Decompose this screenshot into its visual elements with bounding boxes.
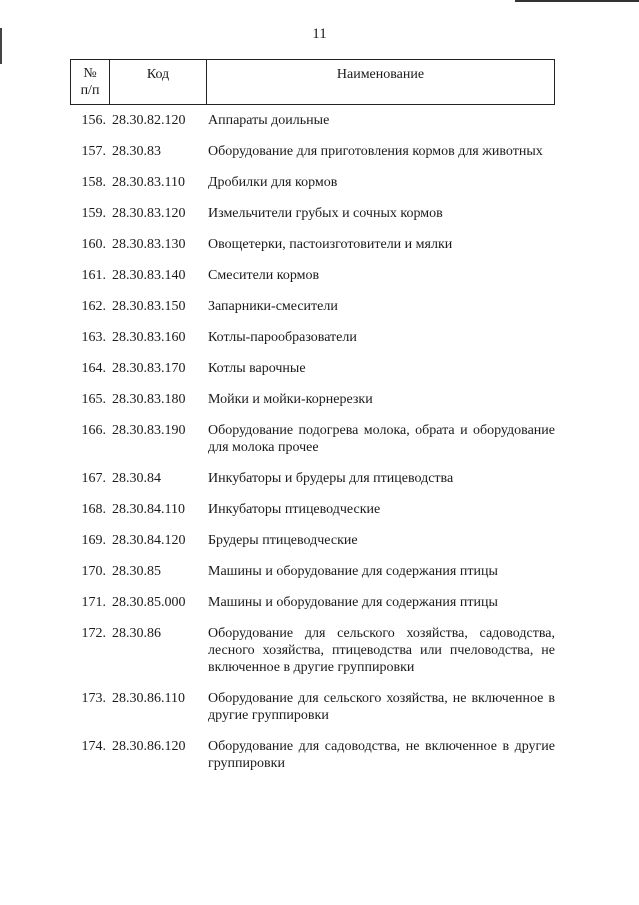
row-name: Машины и оборудование для содержания птицы [208,564,498,579]
row-name: Котлы варочные [208,361,306,376]
row-code: 28.30.85.000 [112,595,186,610]
scan-edge-mark-top [515,0,639,2]
row-name: Инкубаторы птицеводческие [208,502,381,517]
table-row [70,391,555,408]
table-row [70,422,555,456]
table-row [70,563,555,580]
row-code: 28.30.86.110 [112,691,185,706]
row-number: 170. [81,564,106,579]
row-name: Оборудование для сельского хозяйства, садоводства, лесного хозяйства, птицеводства или пчеловодства, не включенное в другие группировки [208,626,555,675]
row-code: 28.30.86 [112,626,161,641]
page-number: 11 [312,26,327,42]
row-number: 171. [81,595,106,610]
table-row [70,329,555,346]
row-number: 163. [81,330,106,345]
table-row [70,470,555,487]
table-row [70,298,555,315]
row-number: 158. [81,175,106,190]
row-number: 160. [81,237,106,252]
row-number: 161. [81,268,106,283]
row-number: 172. [81,626,106,641]
row-code: 28.30.84.120 [112,533,186,548]
table-row [70,205,555,222]
row-code: 28.30.85 [112,564,161,579]
row-name: Запарники-смесители [208,299,338,314]
table-row [70,625,555,676]
table-row [70,690,555,724]
row-number: 157. [81,144,106,159]
row-name: Аппараты доильные [208,113,330,128]
row-number: 166. [81,423,106,438]
row-number: 165. [81,392,106,407]
header-number-abbrev: п/п [80,83,100,98]
row-name: Измельчители грубых и сочных кормов [208,206,443,221]
row-number: 168. [81,502,106,517]
row-code: 28.30.86.120 [112,739,186,754]
table-row [70,594,555,611]
row-name: Мойки и мойки-корнерезки [208,392,373,407]
row-code: 28.30.84 [112,471,161,486]
row-name: Котлы-парообразователи [208,330,357,345]
row-code: 28.30.83.140 [112,268,186,283]
row-name: Брудеры птицеводческие [208,533,358,548]
row-code: 28.30.83.160 [112,330,186,345]
row-code: 28.30.83 [112,144,161,159]
row-number: 159. [81,206,106,221]
row-number: 162. [81,299,106,314]
row-code: 28.30.83.190 [112,423,186,438]
header-name-column [207,60,554,104]
row-name: Оборудование для сельского хозяйства, не включенное в другие группировки [208,691,555,723]
table-row [70,267,555,284]
header-code-label: Код [146,67,170,82]
row-number: 167. [81,471,106,486]
row-number: 173. [81,691,106,706]
header-name-label: Наименование [336,67,425,82]
row-number: 174. [81,739,106,754]
table-row [70,738,555,772]
row-name: Инкубаторы и брудеры для птицеводства [208,471,454,486]
table-row [70,532,555,549]
header-code-column [110,60,207,104]
table-row [70,174,555,191]
row-name: Машины и оборудование для содержания птицы [208,595,498,610]
row-code: 28.30.83.120 [112,206,186,221]
row-number: 164. [81,361,106,376]
table-row [70,360,555,377]
row-name: Оборудование для приготовления кормов для животных [208,144,543,159]
row-code: 28.30.83.130 [112,237,186,252]
header-number-symbol: № [83,66,97,81]
row-code: 28.30.83.180 [112,392,186,407]
header-number-column [71,60,110,104]
table-header [70,59,555,105]
row-code: 28.30.83.170 [112,361,186,376]
table-row [70,236,555,253]
row-code: 28.30.83.110 [112,175,185,190]
row-name: Оборудование для садоводства, не включенное в другие группировки [208,739,555,771]
table-row [70,112,555,129]
row-number: 169. [81,533,106,548]
table-body [70,112,555,786]
row-code: 28.30.84.110 [112,502,185,517]
table-row [70,501,555,518]
table-row [70,143,555,160]
row-name: Оборудование подогрева молока, обрата и оборудование для молока прочее [208,423,555,455]
row-code: 28.30.83.150 [112,299,186,314]
row-name: Овощетерки, пастоизготовители и мялки [208,237,453,252]
row-name: Дробилки для кормов [208,175,338,190]
row-code: 28.30.82.120 [112,113,186,128]
row-name: Смесители кормов [208,268,320,283]
row-number: 156. [81,113,106,128]
